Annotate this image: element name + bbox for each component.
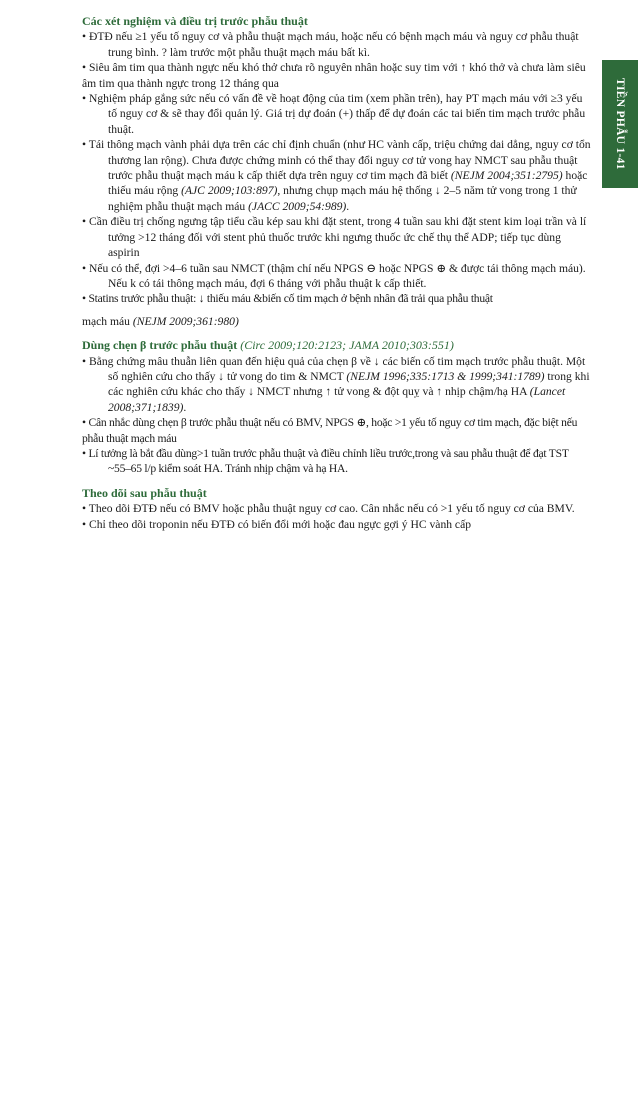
citation: (JACC 2009;54:989) [248, 199, 347, 213]
list-item-text: hoặc thiếu máu rộng [108, 169, 588, 198]
section-title-postop-monitoring: Theo dõi sau phẫu thuật [82, 485, 207, 500]
list-item: • Nghiệm pháp gắng sức nếu có vấn đề về hoạt động của tim (xem phần trên), hay PT mạch máu với ≥3 yếu tố nguy cơ & sẽ thay đổi quản lý. Giá trị dự đoán (+) thấp để dự đoán các tai biến tim mạch trước phẫu thuật. [82, 92, 586, 136]
list-item-continuation [82, 314, 592, 329]
citation: (NEJM 2009;361:980) [132, 314, 239, 328]
list-item: • Lí tưởng là bắt đầu dùng>1 tuần trước phẫu thuật và điều chỉnh liều trước,trong và sau phẫu thuật để đạt TST ~55–65 l/p kiểm soát HA. Tránh nhịp chậm và hạ HA. [82, 446, 569, 476]
list-item: • Cần điều trị chống ngưng tập tiểu cầu kép sau khi đặt stent, trong 4 tuần sau khi đặt stent kim loại trần và lí tưởng >12 tháng đối với stent phủ thuốc trước khi ngưng thuốc ức chế thụ thể ADP; tiếp tục dùng aspirin [82, 215, 587, 260]
chapter-side-tab-label: TIỀN PHẪU 1-41 [614, 78, 626, 170]
list-item-text: trong khi các nghiên cứu khác cho thấy ↓ NMCT nhưng ↑ tử vong & đột quỵ và ↑ nhịp chậm/hạ HA [108, 369, 590, 399]
list-item: • Siêu âm tim qua thành ngực nếu khó thở chưa rõ nguyên nhân hoặc suy tim với ↑ khó thở và chưa làm siêu âm tim qua thành ngực trong 12 tháng qua [82, 61, 586, 90]
list-item: • Statins trước phẫu thuật: ↓ thiếu máu &biến cố tim mạch ở bệnh nhân đã trải qua phẫu thuật [82, 292, 493, 306]
list-item: • Cân nhắc dùng chẹn β trước phẫu thuật nếu có BMV, NPGS ⊕, hoặc >1 yếu tố nguy cơ tim mạch, đặc biệt nếu phẫu thuật mạch máu [82, 416, 578, 445]
list-item [82, 137, 592, 214]
citation: (Circ 2009;120:2123; JAMA 2010;303:551) [237, 338, 454, 353]
list-item-text: • Tái thông mạch vành phải dựa trên các chỉ định chuẩn (như HC vành cấp, triệu chứng dai dẳng, nguy cơ tổn thương lan rộng). Chưa được chứng minh có thể thay đổi nguy cơ tử vong hay NMCT sau phẫu thuật trước phẫu thuật mạch máu k cấp thiết dựa trên nguy cơ tim mạch đã biết [82, 138, 591, 183]
list-item [82, 354, 592, 416]
citation: (NEJM 1996;335:1713 & 1999;341:1789) [346, 369, 545, 383]
section-title-beta-blockers [82, 338, 592, 353]
list-item-text: . [183, 400, 187, 414]
citation: (Lancet 2008;371;1839) [108, 385, 566, 414]
list-item-text: mạch máu [82, 314, 133, 328]
list-item: • Theo dõi ĐTĐ nếu có BMV hoặc phẫu thuật nguy cơ cao. Cân nhắc nếu có >1 yếu tố nguy cơ của BMV. [82, 502, 575, 516]
document-body [82, 14, 592, 532]
citation: (NEJM 2004;351:2795) [450, 169, 563, 183]
list-item-text: , nhưng chụp mạch máu hệ thống ↓ 2–5 năm tử vong trong 1 thử nghiệm phẫu thuật mạch máu [108, 184, 577, 213]
list-item: • Chỉ theo dõi troponin nếu ĐTĐ có biến đổi mới hoặc đau ngực gợi ý HC vành cấp [82, 517, 472, 531]
citation: (AJC 2009;103:897) [181, 184, 278, 198]
list-item-text: • Bằng chứng mâu thuẫn liên quan đến hiệu quả của chẹn β về ↓ các biến cố tim mạch trước phẫu thuật. Một số nghiên cứu cho thấy ↓ tử vong do tim & NMCT [82, 354, 586, 383]
list-item: • Nếu có thể, đợi >4–6 tuần sau NMCT (thậm chí nếu NPGS ⊖ hoặc NPGS ⊕ & được tái thông mạch máu). Nếu k có tái thông mạch máu, đợi 6 tháng với phẫu thuật k cấp thiết. [82, 261, 586, 290]
chapter-side-tab [602, 60, 638, 188]
section-title-text: Dùng chẹn β trước phẫu thuật [82, 338, 238, 353]
section-title-preop-tests: Các xét nghiệm và điều trị trước phẫu thuật [82, 14, 308, 28]
list-item: • ĐTĐ nếu ≥1 yếu tố nguy cơ và phẫu thuật mạch máu, hoặc nếu có bệnh mạch máu và nguy cơ phẫu thuật trung bình. ? làm trước một phẫu thuật mạch máu bất kì. [82, 30, 579, 59]
list-item-text: . [346, 199, 350, 213]
